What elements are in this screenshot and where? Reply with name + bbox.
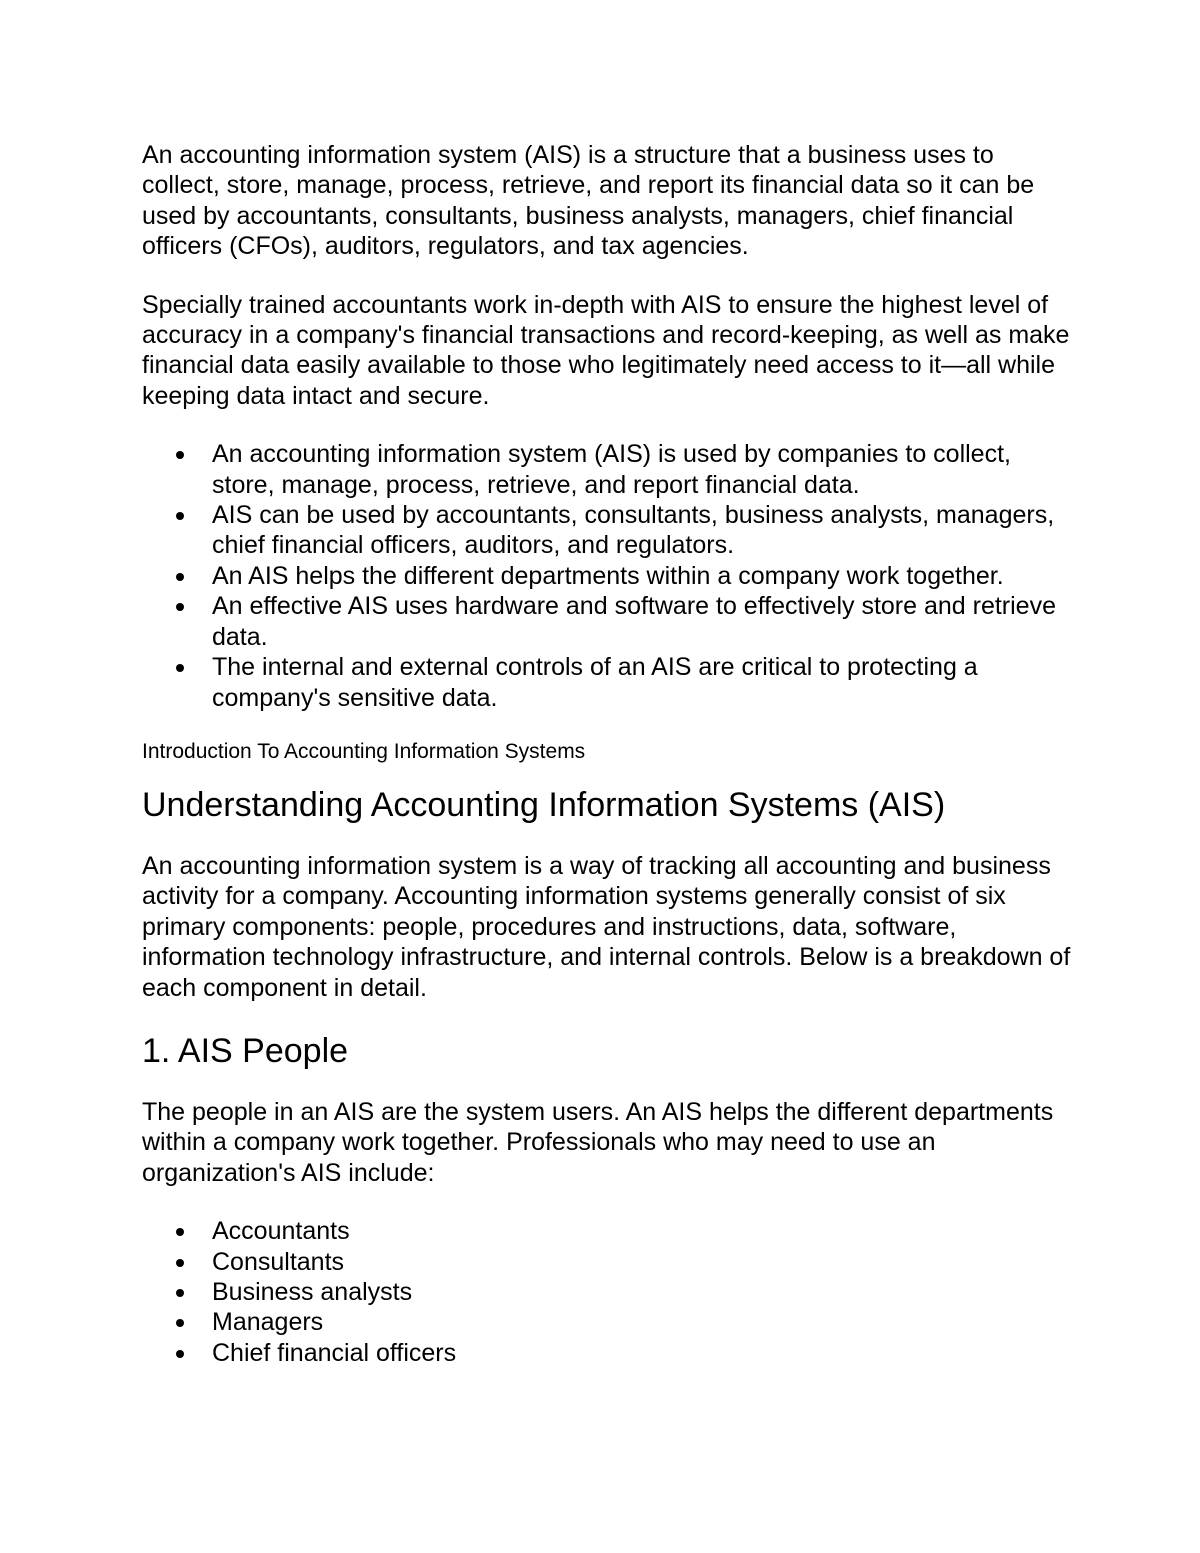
bullet-icon [176, 603, 184, 611]
list-item: Managers [142, 1307, 1072, 1337]
ais-users-list [142, 1216, 1072, 1368]
understanding-paragraph: An accounting information system is a way of tracking all accounting and business activity for a company. Accounting information systems generally consist of six primary components: people, procedures and instructions, data, software, information technology infrastructure, and internal controls. Below is a breakdown of each component in detail. [142, 851, 1071, 1002]
list-item: AIS can be used by accountants, consultants, business analysts, managers, chief financial officers, auditors, and regulators. [142, 500, 1072, 561]
key-takeaways-list [142, 439, 1072, 713]
section-title-ais-people: 1. AIS People [142, 1031, 349, 1070]
document-page [142, 140, 1072, 1368]
video-label: Introduction To Accounting Information Systems [142, 739, 586, 763]
list-item: An effective AIS uses hardware and software to effectively store and retrieve data. [142, 591, 1072, 652]
bullet-icon [176, 1350, 184, 1358]
bullet-icon [176, 573, 184, 581]
bullet-icon [176, 1319, 184, 1327]
list-item: The internal and external controls of an AIS are critical to protecting a company's sensitive data. [142, 652, 1072, 713]
intro-paragraph-1: An accounting information system (AIS) is a structure that a business uses to collect, store, manage, process, retrieve, and report its financial data so it can be used by accountants, consultants, business analysts, managers, chief financial officers (CFOs), auditors, regulators, and tax agencies. [142, 141, 1035, 261]
bullet-icon [176, 1289, 184, 1297]
bullet-icon [176, 451, 184, 459]
list-item: Business analysts [142, 1277, 1072, 1307]
bullet-icon [176, 1259, 184, 1267]
list-item: An accounting information system (AIS) is used by companies to collect, store, manage, process, retrieve, and report financial data. [142, 439, 1072, 500]
intro-paragraph-2: Specially trained accountants work in-depth with AIS to ensure the highest level of accuracy in a company's financial transactions and record-keeping, as well as make financial data easily available to those who legitimately need access to it—all while keeping data intact and secure. [142, 290, 1070, 410]
list-item: An AIS helps the different departments within a company work together. [142, 561, 1072, 591]
list-item: Consultants [142, 1247, 1072, 1277]
bullet-icon [176, 512, 184, 520]
bullet-icon [176, 1228, 184, 1236]
list-item: Accountants [142, 1216, 1072, 1246]
people-paragraph: The people in an AIS are the system users. An AIS helps the different departments within a company work together. Professionals who may need to use an organization's AIS include: [142, 1097, 1054, 1187]
section-title-understanding: Understanding Accounting Information Systems (AIS) [142, 785, 946, 824]
bullet-icon [176, 664, 184, 672]
list-item: Chief financial officers [142, 1338, 1072, 1368]
